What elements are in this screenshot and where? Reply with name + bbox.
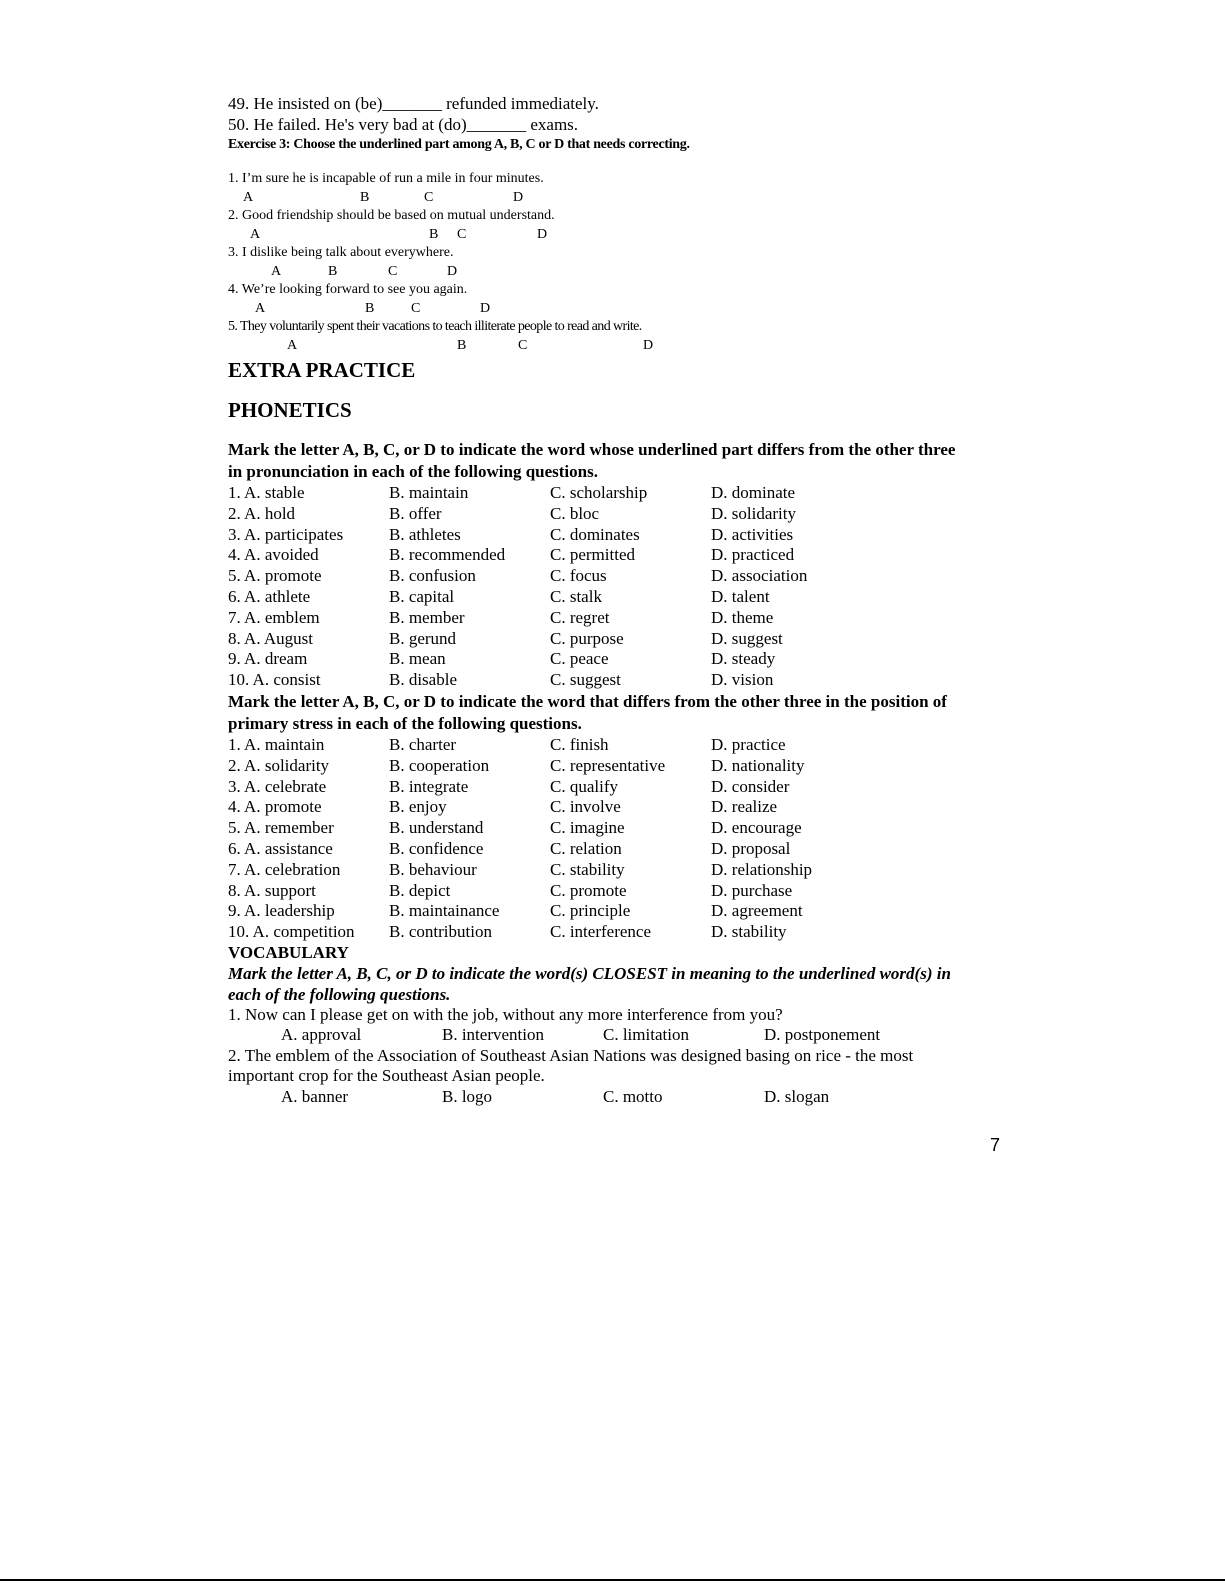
letter-b: B <box>365 301 375 316</box>
answer-option: C. stability <box>550 859 625 879</box>
answer-option: A. banner <box>281 1086 349 1106</box>
error-sentence-1: 1. I’m sure he is incapable of run a mile in four minutes. <box>228 171 544 186</box>
stress-question-row <box>228 839 1008 860</box>
vocabulary-question-text: 2. The emblem of the Association of Southeast Asian Nations was designed basing on rice - the most <box>228 1045 914 1065</box>
pronunciation-question-row <box>228 629 1008 650</box>
instruction-line: Mark the letter A, B, C, or D to indicate the word whose underlined part differs from the other three <box>228 440 956 459</box>
answer-option: D. purchase <box>711 880 793 900</box>
answer-option: D. association <box>711 566 808 586</box>
answer-option: B. enjoy <box>389 797 447 817</box>
answer-option: A. approval <box>281 1025 362 1045</box>
answer-option: C. qualify <box>550 776 618 796</box>
error-sentence-5: 5. They voluntarily spent their vacations to teach illiterate people to read and write. <box>228 319 642 334</box>
letter-a: A <box>271 264 282 279</box>
answer-option: C. regret <box>550 607 610 627</box>
answer-option: D. slogan <box>764 1086 830 1106</box>
letter-d: D <box>447 264 458 279</box>
pronunciation-question-row <box>228 587 1008 608</box>
error-letters-5 <box>228 336 1008 355</box>
letter-c: C <box>411 301 421 316</box>
answer-option: D. stability <box>711 922 787 942</box>
answer-option: B. behaviour <box>389 859 477 879</box>
pronunciation-question-row <box>228 566 1008 587</box>
letter-c: C <box>457 227 467 242</box>
answer-option: C. focus <box>550 566 607 586</box>
answer-option: C. limitation <box>603 1025 689 1045</box>
vocabulary-instruction <box>228 963 1008 1005</box>
letter-b: B <box>360 190 370 205</box>
answer-option: 6. A. assistance <box>228 838 333 858</box>
answer-option: B. athletes <box>389 524 461 544</box>
pronunciation-question-row <box>228 483 1008 504</box>
error-letters-3 <box>228 262 1008 281</box>
document-page <box>228 93 1008 1107</box>
stress-question-row <box>228 777 1008 798</box>
answer-option: 10. A. consist <box>228 670 321 690</box>
answer-option: B. confidence <box>389 838 484 858</box>
vocabulary-question-text: 1. Now can I please get on with the job, without any more interference from you? <box>228 1004 783 1024</box>
answer-option: C. scholarship <box>550 483 648 502</box>
answer-option: D. dominate <box>711 483 796 502</box>
letter-d: D <box>513 190 524 205</box>
letter-c: C <box>388 264 398 279</box>
vocabulary-question-text: important crop for the Southeast Asian people. <box>228 1066 545 1086</box>
answer-option: B. logo <box>442 1086 493 1106</box>
answer-option: 9. A. dream <box>228 649 308 669</box>
answer-option: D. practiced <box>711 545 795 565</box>
exercise3-heading: Exercise 3: Choose the underlined part among A, B, C or D that needs correcting. <box>228 137 690 152</box>
answer-option: C. stalk <box>550 586 602 606</box>
answer-option: B. confusion <box>389 566 476 586</box>
answer-option: D. steady <box>711 649 776 669</box>
vocabulary-options <box>228 1025 1008 1046</box>
answer-option: C. imagine <box>550 818 625 838</box>
answer-option: D. activities <box>711 524 794 544</box>
answer-option: C. motto <box>603 1086 663 1106</box>
answer-option: B. intervention <box>442 1025 544 1045</box>
answer-option: B. understand <box>389 818 484 838</box>
answer-option: 1. A. stable <box>228 483 305 502</box>
answer-option: C. permitted <box>550 545 635 565</box>
phonetics-heading: PHONETICS <box>228 398 352 422</box>
pronunciation-question-row <box>228 525 1008 546</box>
answer-option: C. peace <box>550 649 609 669</box>
instruction-line: in pronunciation in each of the following questions. <box>228 462 598 481</box>
letter-d: D <box>537 227 548 242</box>
stress-question-row <box>228 797 1008 818</box>
answer-option: C. involve <box>550 797 621 817</box>
stress-question-row <box>228 881 1008 902</box>
instruction-line: primary stress in each of the following questions. <box>228 713 582 733</box>
answer-option: 4. A. avoided <box>228 545 319 565</box>
fill-item-50: 50. He failed. He's very bad at (do)_______ exams. <box>228 115 579 134</box>
instruction-line: Mark the letter A, B, C, or D to indicate the word that differs from the other three in the position of <box>228 691 947 711</box>
answer-option: 9. A. leadership <box>228 901 335 921</box>
pronunciation-question-row <box>228 649 1008 670</box>
answer-option: C. interference <box>550 922 651 942</box>
stress-instruction <box>228 691 1008 735</box>
answer-option: C. bloc <box>550 503 600 523</box>
answer-option: B. maintain <box>389 483 469 502</box>
answer-option: 4. A. promote <box>228 797 322 817</box>
answer-option: C. suggest <box>550 670 621 690</box>
answer-option: B. offer <box>389 503 442 523</box>
answer-option: D. agreement <box>711 901 803 921</box>
stress-question-row <box>228 901 1008 922</box>
letter-b: B <box>457 338 467 353</box>
answer-option: 8. A. August <box>228 628 314 648</box>
letter-a: A <box>250 227 261 242</box>
error-letters-2 <box>228 225 1008 244</box>
answer-option: C. representative <box>550 755 666 775</box>
answer-option: D. talent <box>711 586 770 606</box>
answer-option: 8. A. support <box>228 880 316 900</box>
error-letters-4 <box>228 299 1008 318</box>
bottom-border <box>0 1579 1225 1581</box>
error-sentence-4: 4. We’re looking forward to see you again. <box>228 282 468 297</box>
vocabulary-heading: VOCABULARY <box>228 942 349 962</box>
letter-a: A <box>255 301 266 316</box>
answer-option: D. suggest <box>711 628 783 648</box>
extra-practice-heading: EXTRA PRACTICE <box>228 358 416 382</box>
answer-option: B. cooperation <box>389 755 490 775</box>
answer-option: 2. A. solidarity <box>228 755 330 775</box>
answer-option: B. member <box>389 607 465 627</box>
answer-option: C. principle <box>550 901 631 921</box>
fill-item-49: 49. He insisted on (be)_______ refunded immediately. <box>228 94 599 113</box>
stress-grid <box>228 735 1008 943</box>
answer-option: B. maintainance <box>389 901 500 921</box>
answer-option: D. relationship <box>711 859 813 879</box>
pronunciation-question-row <box>228 545 1008 566</box>
answer-option: 7. A. emblem <box>228 607 320 627</box>
answer-option: D. encourage <box>711 818 802 838</box>
answer-option: D. solidarity <box>711 503 796 523</box>
answer-option: D. realize <box>711 797 778 817</box>
answer-option: 5. A. promote <box>228 566 322 586</box>
answer-option: B. contribution <box>389 922 492 942</box>
letter-c: C <box>424 190 434 205</box>
answer-option: B. disable <box>389 670 457 690</box>
page-number: 7 <box>990 1135 1001 1155</box>
answer-option: B. charter <box>389 734 457 754</box>
answer-option: D. postponement <box>764 1025 881 1045</box>
answer-option: D. theme <box>711 607 774 627</box>
answer-option: B. integrate <box>389 776 469 796</box>
pronunciation-question-row <box>228 608 1008 629</box>
answer-option: C. promote <box>550 880 627 900</box>
answer-option: 3. A. celebrate <box>228 776 327 796</box>
letter-d: D <box>480 301 491 316</box>
error-letters-1 <box>228 188 1008 207</box>
error-sentence-2: 2. Good friendship should be based on mutual understand. <box>228 208 555 223</box>
stress-question-row <box>228 860 1008 881</box>
pronunciation-question-row <box>228 504 1008 525</box>
answer-option: C. finish <box>550 734 609 754</box>
stress-question-row <box>228 818 1008 839</box>
letter-c: C <box>518 338 528 353</box>
answer-option: D. nationality <box>711 755 805 775</box>
error-sentence-3: 3. I dislike being talk about everywhere. <box>228 245 454 260</box>
answer-option: C. purpose <box>550 628 624 648</box>
answer-option: D. vision <box>711 670 774 690</box>
exercise3-list <box>228 170 1008 355</box>
vocabulary-questions <box>228 1005 1008 1108</box>
vocabulary-options <box>228 1087 1008 1108</box>
answer-option: 2. A. hold <box>228 503 296 523</box>
instruction-line: each of the following questions. <box>228 984 451 1004</box>
answer-option: 1. A. maintain <box>228 734 325 754</box>
letter-a: A <box>287 338 298 353</box>
answer-option: 6. A. athlete <box>228 586 311 606</box>
stress-question-row <box>228 922 1008 943</box>
answer-option: B. mean <box>389 649 446 669</box>
answer-option: 3. A. participates <box>228 524 344 544</box>
answer-option: D. practice <box>711 734 786 754</box>
stress-question-row <box>228 756 1008 777</box>
answer-option: B. capital <box>389 586 455 606</box>
letter-b: B <box>328 264 338 279</box>
instruction-line: Mark the letter A, B, C, or D to indicate the word(s) CLOSEST in meaning to the underlined word(s) in <box>228 963 951 983</box>
answer-option: C. relation <box>550 838 622 858</box>
stress-question-row <box>228 735 1008 756</box>
answer-option: C. dominates <box>550 524 640 544</box>
answer-option: D. proposal <box>711 838 791 858</box>
pronunciation-grid <box>228 483 1008 691</box>
letter-b: B <box>429 227 439 242</box>
answer-option: B. depict <box>389 880 451 900</box>
answer-option: 5. A. remember <box>228 818 334 838</box>
answer-option: B. recommended <box>389 545 506 565</box>
pronunciation-instruction <box>228 439 1008 483</box>
letter-d: D <box>643 338 654 353</box>
answer-option: B. gerund <box>389 628 457 648</box>
pronunciation-question-row <box>228 670 1008 691</box>
answer-option: 7. A. celebration <box>228 859 341 879</box>
answer-option: 10. A. competition <box>228 922 355 942</box>
answer-option: D. consider <box>711 776 790 796</box>
letter-a: A <box>243 190 254 205</box>
